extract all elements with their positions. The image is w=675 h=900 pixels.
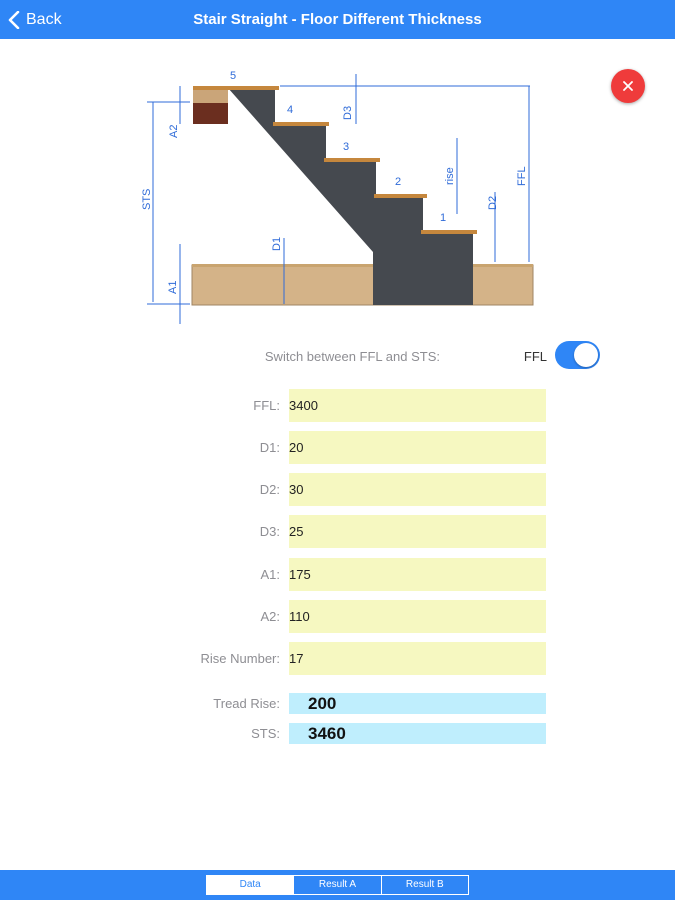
field-row-ffl bbox=[0, 389, 675, 422]
navigation-bar bbox=[0, 0, 675, 39]
floor-finish bbox=[192, 264, 533, 267]
bottom-tab-bar bbox=[0, 870, 675, 900]
back-label: Back bbox=[26, 10, 62, 28]
tab-data[interactable]: Data bbox=[207, 876, 293, 894]
a2-label: A2: bbox=[260, 609, 280, 624]
d3-input[interactable] bbox=[289, 515, 546, 548]
label-sts: STS bbox=[141, 188, 153, 210]
close-button[interactable] bbox=[611, 69, 645, 103]
d3-label: D3: bbox=[259, 524, 280, 539]
d1-input[interactable] bbox=[289, 431, 546, 464]
tread-3 bbox=[324, 158, 380, 162]
field-row-a2 bbox=[0, 600, 675, 633]
step-number-5: 5 bbox=[230, 70, 237, 82]
tread-2 bbox=[374, 194, 427, 198]
step-number-3: 3 bbox=[343, 141, 350, 153]
label-d3: D3 bbox=[342, 105, 354, 120]
toggle-knob bbox=[574, 343, 598, 367]
segmented-control bbox=[206, 875, 469, 895]
page-title: Stair Straight - Floor Different Thickness bbox=[193, 11, 482, 28]
label-a1: A1 bbox=[167, 280, 179, 294]
d2-input[interactable] bbox=[289, 473, 546, 506]
label-rise: rise bbox=[444, 167, 456, 185]
label-a2: A2 bbox=[168, 124, 180, 138]
stair-diagram bbox=[130, 62, 550, 332]
field-row-d3 bbox=[0, 515, 675, 548]
a1-label: A1: bbox=[260, 567, 280, 582]
upper-landing-finish bbox=[193, 88, 228, 103]
result-row-tread-rise bbox=[0, 693, 675, 714]
floor-slab bbox=[192, 265, 533, 305]
close-icon bbox=[622, 80, 634, 92]
switch-label: Switch between FFL and STS: bbox=[264, 349, 440, 364]
upper-landing-slab bbox=[193, 103, 228, 124]
a2-input[interactable] bbox=[289, 600, 546, 633]
sts-value: 3460 bbox=[289, 723, 546, 744]
ffl-input[interactable] bbox=[289, 389, 546, 422]
d1-label: D1: bbox=[259, 440, 280, 455]
switch-state-label: FFL bbox=[523, 349, 547, 364]
rise-number-label: Rise Number: bbox=[200, 651, 280, 666]
tab-result-a[interactable]: Result A bbox=[293, 876, 380, 894]
step-number-2: 2 bbox=[395, 176, 402, 188]
rise-number-input[interactable] bbox=[289, 642, 546, 675]
tread-rise-value: 200 bbox=[289, 693, 546, 714]
tread-rise-label: Tread Rise: bbox=[213, 696, 280, 711]
d2-label: D2: bbox=[259, 482, 280, 497]
label-d2: D2 bbox=[487, 195, 499, 210]
label-d1: D1 bbox=[271, 236, 283, 251]
field-row-d2 bbox=[0, 473, 675, 506]
ffl-sts-toggle[interactable] bbox=[555, 341, 600, 369]
result-row-sts bbox=[0, 723, 675, 744]
label-ffl: FFL bbox=[516, 166, 528, 186]
a1-input[interactable] bbox=[289, 558, 546, 591]
tread-5 bbox=[193, 86, 279, 90]
step-number-1: 1 bbox=[440, 212, 447, 224]
field-row-rise-number bbox=[0, 642, 675, 675]
step-number-4: 4 bbox=[287, 104, 294, 116]
field-row-d1 bbox=[0, 431, 675, 464]
tread-1 bbox=[421, 230, 477, 234]
sts-label: STS: bbox=[251, 726, 280, 741]
tab-result-b[interactable]: Result B bbox=[381, 876, 468, 894]
ffl-label: FFL: bbox=[253, 398, 280, 413]
tread-4 bbox=[273, 122, 329, 126]
field-row-a1 bbox=[0, 558, 675, 591]
